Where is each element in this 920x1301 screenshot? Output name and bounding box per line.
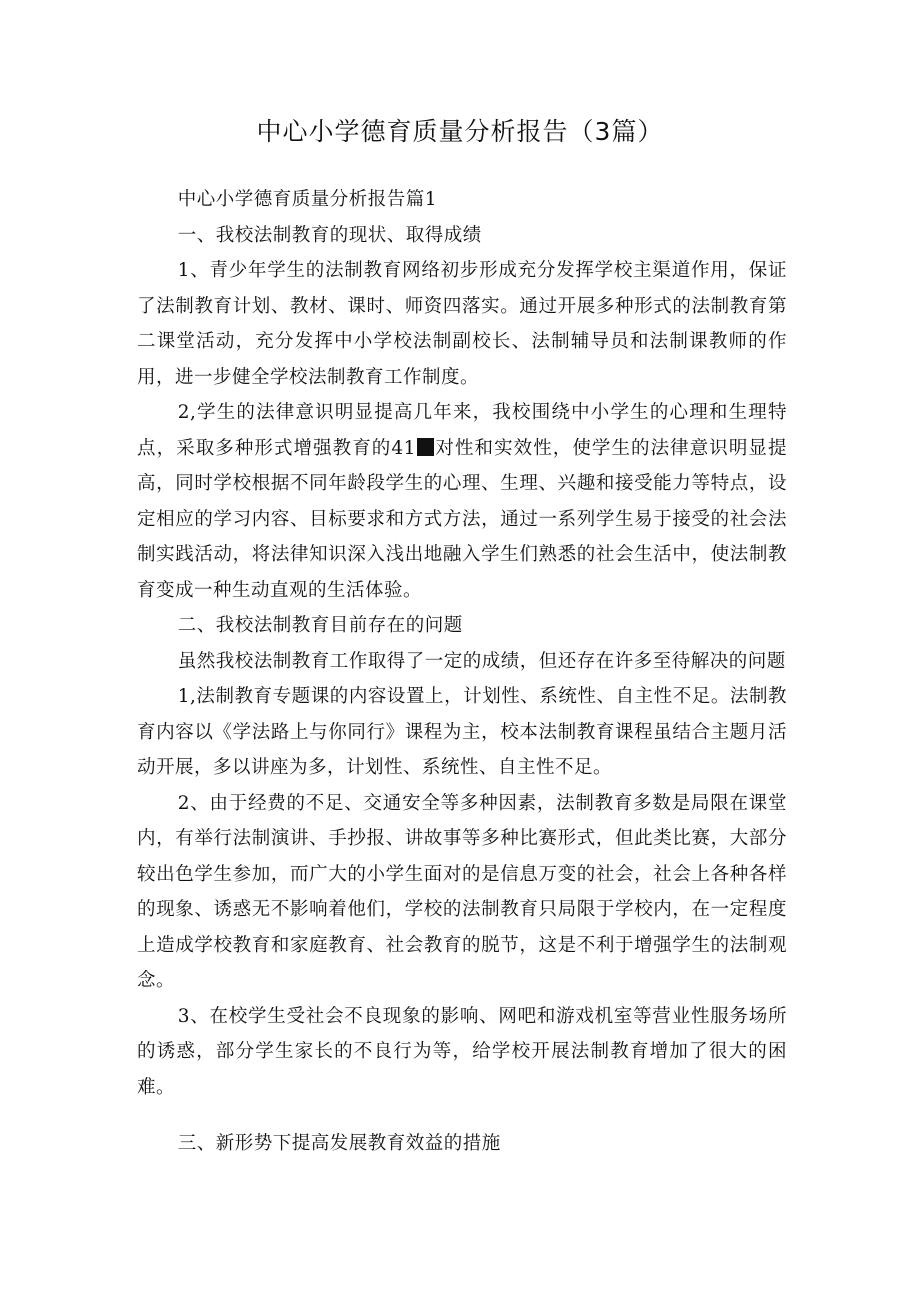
heading-current-status: 一、我校法制教育的现状、取得成绩 (177, 224, 482, 246)
paragraph-problems-intro: 虽然我校法制教育工作取得了一定的成绩，但还存在许多至待解决的问题 (177, 650, 786, 672)
paragraph-problem-2: 2、由于经费的不足、交通安全等多种因素，法制教育多数是局限在课堂内，有举行法制演讲、手抄报、讲故事等多种比赛形式，但此类比赛，大部分较出色学生参加，而广大的小学生面对的是信息万变的社会，社会上各种各样的现象、诱惑无不影响着他们，学校的法制教育只局限于学校内，在一定程度上造成学校教育和家庭教育、社会教育的脱节，这是不利于增强学生的法制观念。 (137, 792, 787, 991)
paragraph-text-part: 2,学生的法律意识明显提高几年来，我校围绕中小学生的心理和生理特点，采取多种形式增强教育的41 (137, 402, 787, 459)
redaction-block (417, 438, 434, 456)
section-heading-article-1: 中心小学德育质量分析报告篇1 (177, 189, 437, 210)
document-body (137, 182, 787, 1162)
paragraph-problem-1: 1,法制教育专题课的内容设置上，计划性、系统性、自主性不足。法制教育内容以《学法路上与你同行》课程为主，校本法制教育课程虽结合主题月活动开展，多以讲座为多，计划性、系统性、自主性不足。 (137, 686, 787, 778)
paragraph-legal-awareness (137, 395, 787, 608)
paragraph-problem-3: 3、在校学生受社会不良现象的影响、网吧和游戏机室等营业性服务场所的诱惑，部分学生家长的不良行为等，给学校开展法制教育增加了很大的困难。 (137, 1005, 787, 1098)
paragraph-network-formed: 1、青少年学生的法制教育网络初步形成充分发挥学校主渠道作用，保证了法制教育计划、教材、课时、师资四落实。通过开展多种形式的法制教育第二课堂活动，充分发挥中小学校法制副校长、法制辅导员和法制课教师的作用，进一步健全学校法制教育工作制度。 (137, 260, 787, 388)
document-title: 中心小学德育质量分析报告（3篇） (256, 117, 664, 146)
paragraph-text-part: 对性和实效性，使学生的法律意识明显提高，同时学校根据不同年龄段学生的心理、生理、兴趣和接受能力等特点，设定相应的学习内容、目标要求和方式方法，通过一系列学生易于接受的社会法制实践活动，将法律知识深入浅出地融入学生们熟悉的社会生活中，使法制教育变成一种生动直观的生活体验。 (137, 437, 787, 601)
heading-measures: 三、新形势下提高发展教育效益的措施 (177, 1133, 501, 1154)
heading-existing-problems: 二、我校法制教育目前存在的问题 (177, 615, 463, 636)
